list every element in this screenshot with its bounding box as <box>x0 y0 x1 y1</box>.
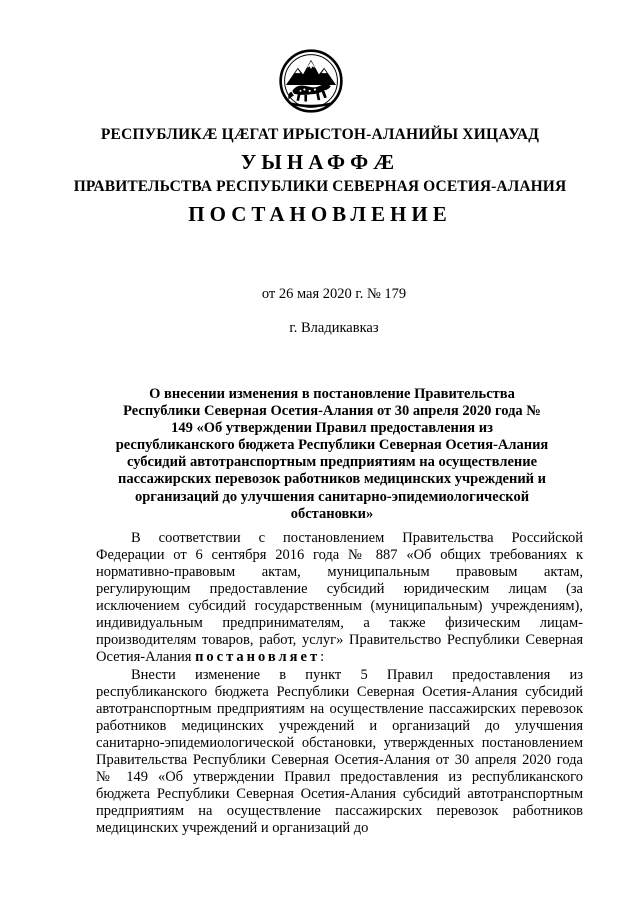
paragraph-1-emphasis: постановляет <box>195 649 321 666</box>
body-paragraph-1 <box>96 530 583 666</box>
paragraph-1-end: : <box>320 649 325 666</box>
document-date-number: от 26 мая 2020 г. № 179 <box>261 286 407 302</box>
russian-government-heading: ПРАВИТЕЛЬСТВА РЕСПУБЛИКИ СЕВЕРНАЯ ОСЕТИЯ-АЛАНИЯ <box>73 178 567 195</box>
body-paragraph-2: Внести изменение в пункт 5 Правил предоставления из республиканского бюджета Республики Северная Осетия-Алания субсидий автотранспортным предприятиям на осуществление пассажирских перевозок работников медицинских учреждений и организаций до улучшения санитарно-эпидемиологической обстановки, утвержденных постановлением Правительства Республики Северная Осетия-Алания от 30 апреля 2020 года № 149 «Об утверждении Правил предоставления из республиканского бюджета Республики Северная Осетия-Алания субсидий автотранспортным предприятиям на осуществление пассажирских перевозок работников медицинских учреждений и организаций до <box>96 667 583 837</box>
ossetian-document-type: УЫНАФФӔ <box>240 150 400 174</box>
ossetian-government-heading: РЕСПУБЛИКӔ ЦӔГАТ ИРЫСТОН-АЛАНИЙЫ ХИЦАУАД <box>100 126 540 143</box>
document-title: О внесении изменения в постановление Правительства Республики Северная Осетия-Алания от 30 апреля 2020 года № 149 «Об утверждении Правил предоставления из республиканского бюджета Республики Северная Осетия-Алания субсидий автотранспортным предприятиям на осуществление пассажирских перевозок работников медицинских учреждений и организаций до улучшения санитарно-эпидемиологической обстановки» <box>115 386 549 522</box>
russian-document-type: ПОСТАНОВЛЕНИЕ <box>188 202 452 226</box>
document-city: г. Владикавказ <box>289 320 379 336</box>
paragraph-1-text: В соответствии с постановлением Правительства Российской Федерации от 6 сентября 2016 года № 887 «Об общих требованиях к нормативно-правовым актам, муниципальным правовым актам, регулирующим предоставление субсидий юридическим лицам (за исключением субсидий государственным (муниципальным) учреждениям), индивидуальным предпринимателям, а также физическим лицам-производителям товаров, работ, услуг» Правительство Республики Северная Осетия-Алания <box>96 530 583 666</box>
coat-of-arms-icon <box>278 48 344 114</box>
